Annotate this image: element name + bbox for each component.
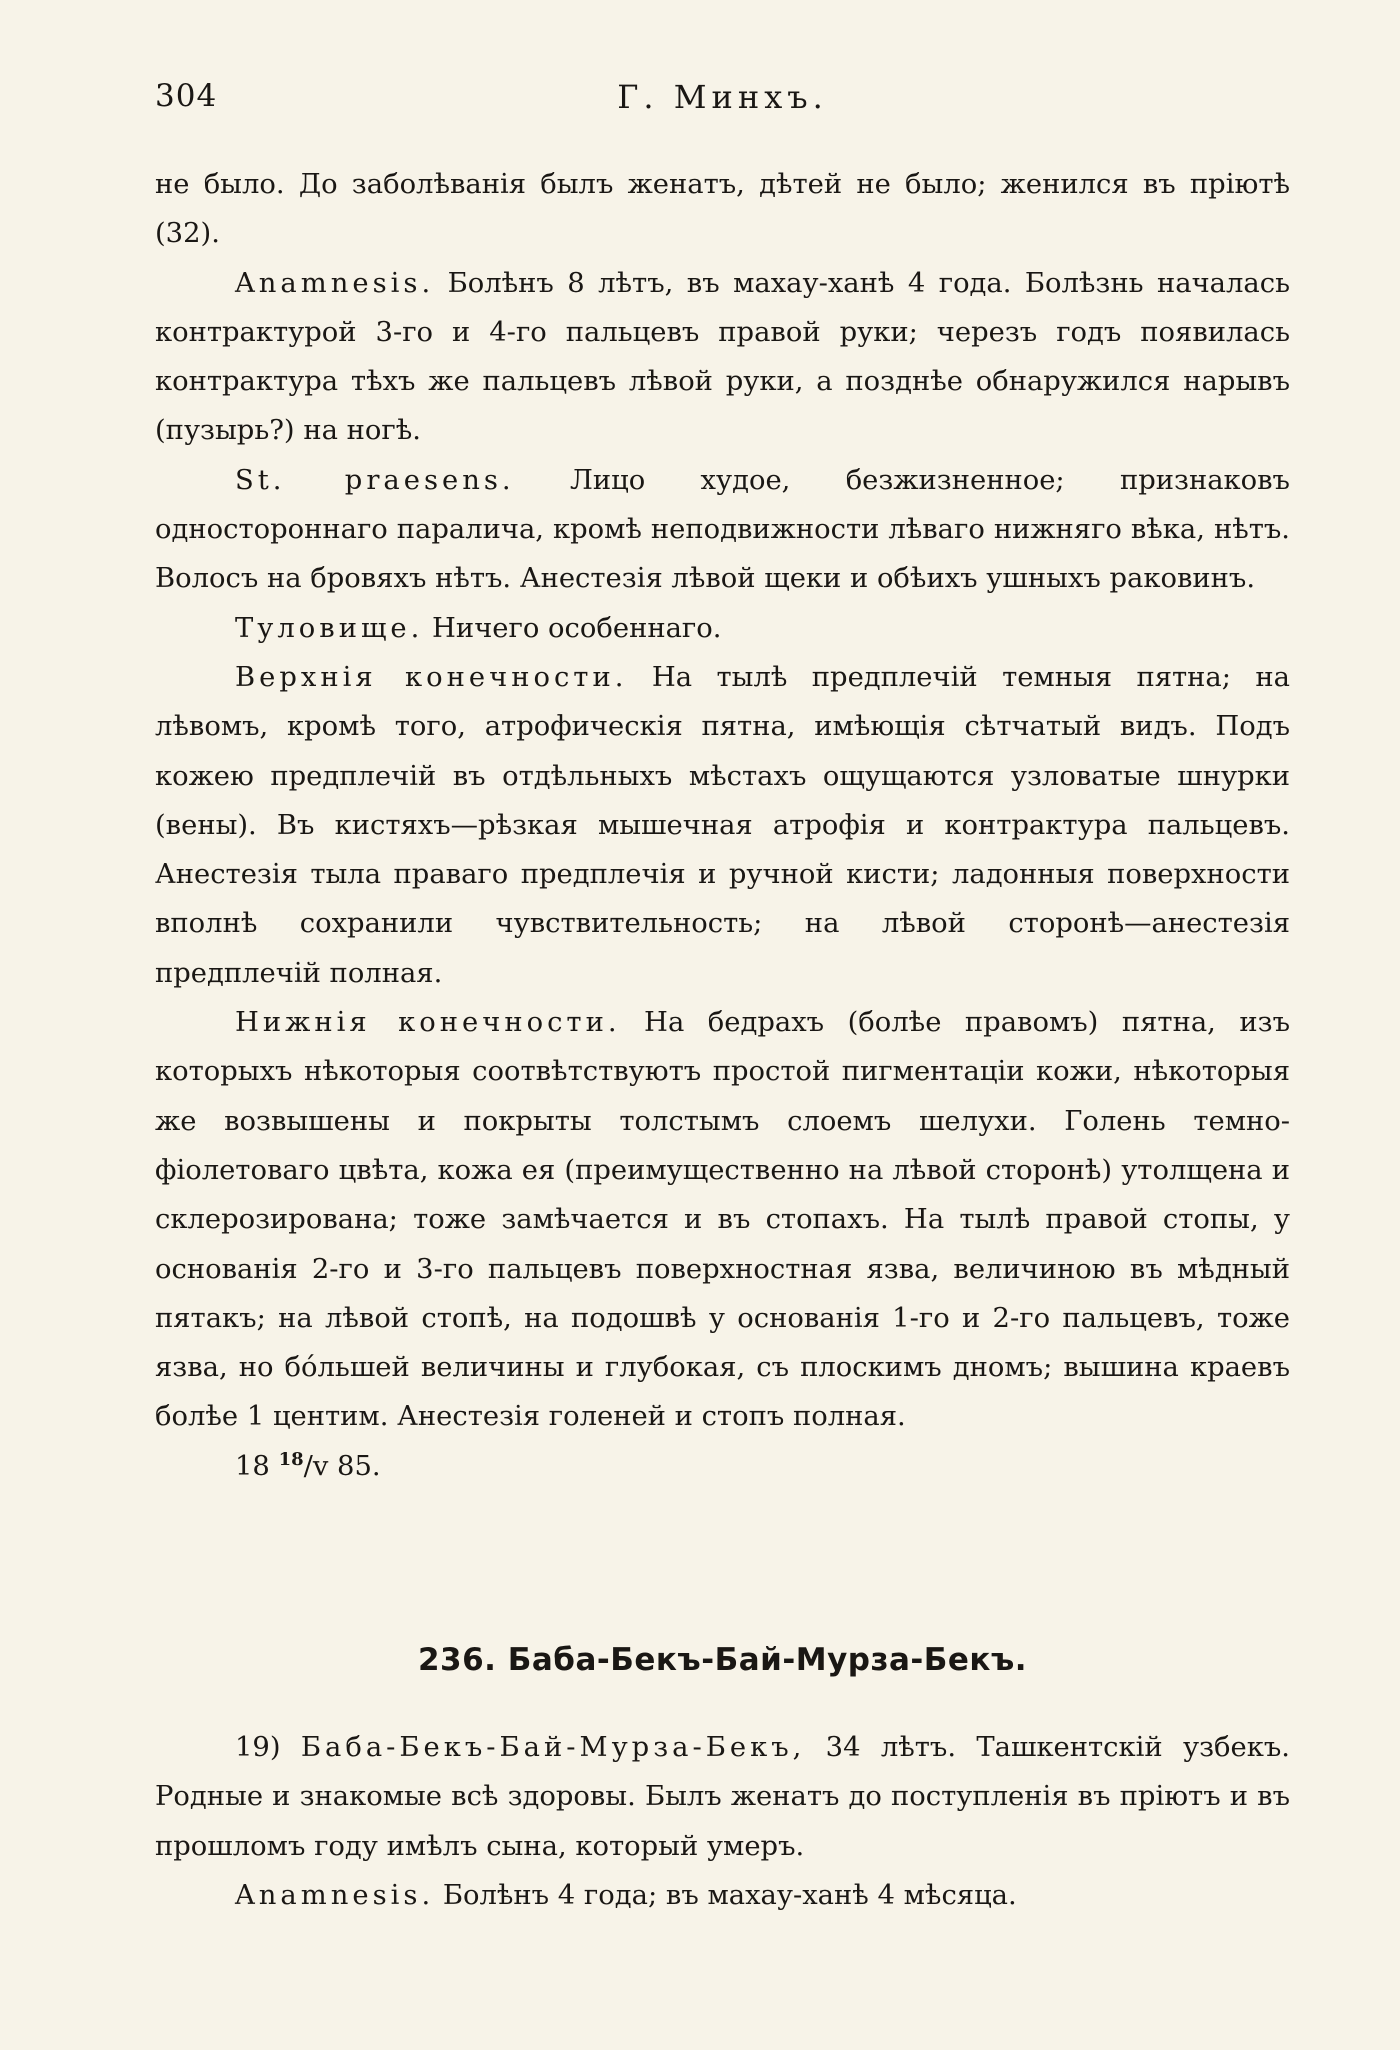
section-heading: 236. Баба-Бекъ-Бай-Мурза-Бекъ.: [417, 1642, 1028, 1678]
paragraph-case-intro: [155, 1723, 1290, 1871]
paragraph-continuation: не было. До заболѣванія былъ женатъ, дѣтей не было; женился въ пріютѣ (32).: [155, 169, 1290, 250]
date-suffix: /v 85.: [303, 1450, 381, 1482]
anamnesis-text: Болѣнъ 8 лѣтъ, въ махау-ханѣ 4 года. Болѣзнь началась контрактурой 3-го и 4-го пальцевъ правой руки; черезъ годъ появилась контрактура тѣхъ же пальцевъ лѣвой руки, а позднѣе обнаружился нарывъ (пузырь?) на ногѣ.: [155, 267, 1290, 447]
patient-name: Баба-Бекъ-Бай-Мурза-Бекъ,: [300, 1732, 806, 1763]
paragraph-upper-limbs: [155, 653, 1290, 998]
paragraph-torso: [155, 604, 1290, 653]
lower-limbs-heading: Нижнія конечности.: [235, 1007, 621, 1039]
page-number: 304: [155, 78, 218, 114]
case-intro-text: 34 лѣтъ. Ташкентскій узбекъ. Родные и знакомые всѣ здоровы. Былъ женатъ до поступленія въ пріютъ и въ прошломъ году имѣлъ сына, который умеръ.: [155, 1732, 1290, 1862]
torso-heading: Туловище.: [235, 612, 424, 644]
case-number: 19): [235, 1732, 281, 1763]
paragraph-status-praesens: [155, 456, 1290, 604]
status-praesens-text: Лицо худое, безжизненное; признаковъ одностороннаго паралича, кромѣ неподвижности лѣваго нижняго вѣка, нѣтъ. Волосъ на бровяхъ нѣтъ. Анестезія лѣвой щеки и обѣихъ ушныхъ раковинъ.: [155, 464, 1290, 595]
upper-limbs-heading: Верхнія конечности.: [235, 661, 628, 693]
date-prefix: 18: [235, 1450, 279, 1482]
upper-limbs-text: На тылѣ предплечій темныя пятна; на лѣвомъ, кромѣ того, атрофическія пятна, имѣющія сѣтчатый видъ. Подъ кожею предплечій въ отдѣльныхъ мѣстахъ ощущаются узловатые шнурки (вены). Въ кистяхъ—рѣзкая мышечная атрофія и контрактура пальцевъ. Анестезія тыла праваго предплечія и ручной кисти; ладонныя поверхности вполнѣ сохранили чувствительность; на лѣвой сторонѣ—анестезія предплечій полная.: [155, 661, 1290, 989]
anamnesis-heading: Anamnesis.: [235, 267, 435, 299]
status-praesens-heading: St. praesens.: [235, 464, 515, 496]
running-head: Г. Минхъ.: [617, 78, 828, 116]
date-superscript: 18: [278, 1448, 304, 1470]
anamnesis-heading-2: Anamnesis.: [235, 1879, 435, 1911]
date-line: [155, 1442, 1290, 1491]
paragraph-anamnesis-2: [155, 1871, 1290, 1920]
lower-limbs-text: На бедрахъ (болѣе правомъ) пятна, изъ которыхъ нѣкоторыя соотвѣтствуютъ простой пигментаціи кожи, нѣкоторыя же возвышены и покрыты толстымъ слоемъ шелухи. Голень темно-фіолетоваго цвѣта, кожа ея (преимущественно на лѣвой сторонѣ) утолщена и склерозирована; тоже замѣчается и въ стопахъ. На тылѣ правой стопы, у основанія 2-го и 3-го пальцевъ поверхностная язва, величиною въ мѣдный пятакъ; на лѣвой стопѣ, на подошвѣ у основанія 1-го и 2-го пальцевъ, тоже язва, но бóльшей величины и глубокая, съ плоскимъ дномъ; вышина краевъ болѣе 1 центим. Анестезія голеней и стопъ полная.: [155, 1007, 1291, 1433]
anamnesis-text-2: Болѣнъ 4 года; въ махау-ханѣ 4 мѣсяца.: [434, 1879, 1017, 1911]
paragraph-anamnesis: [155, 259, 1290, 456]
paragraph-lower-limbs: [155, 998, 1290, 1442]
page-header: [155, 78, 1290, 126]
main-text: [155, 160, 1290, 1491]
section-text: [155, 1723, 1290, 1920]
torso-text: Ничего особеннаго.: [423, 612, 722, 644]
